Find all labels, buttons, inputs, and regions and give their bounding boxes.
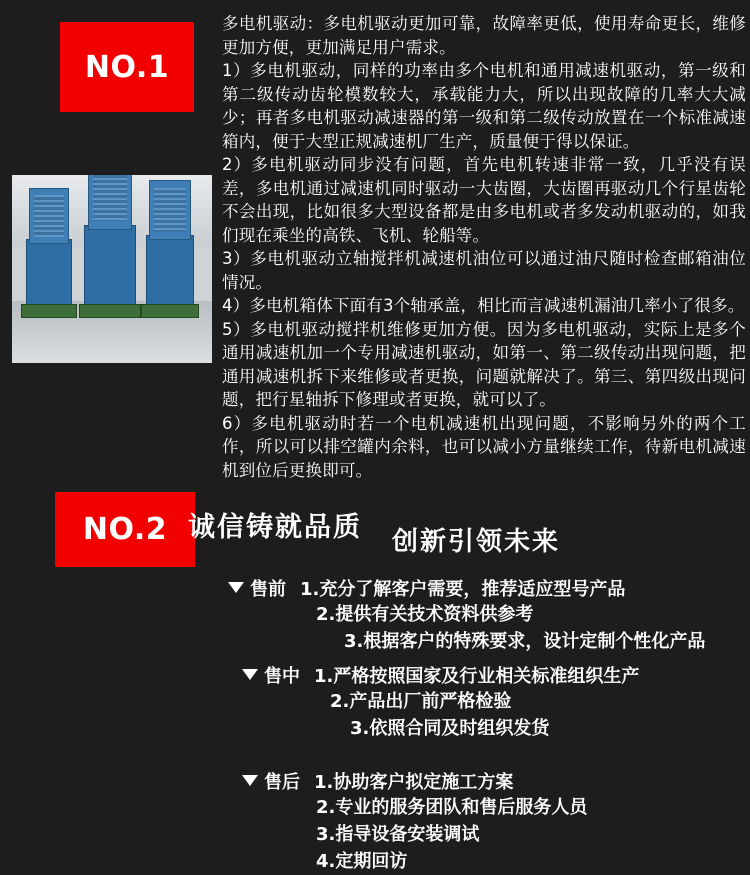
description-paragraph: 多电机驱动：多电机驱动更加可靠，故障率更低，使用寿命更长，维修更加方便，更加满足用户需求。	[222, 14, 746, 57]
pump-base	[141, 304, 199, 318]
triangle-bullet-icon	[228, 582, 244, 593]
badge-no-1: NO.1	[60, 22, 194, 112]
service-item: 3.根据客户的特殊要求，设计定制个性化产品	[344, 631, 706, 652]
pump-unit-1	[26, 239, 72, 311]
service-group-title: 售前	[250, 579, 286, 600]
motor-icon	[149, 180, 191, 240]
service-item-list	[228, 688, 738, 742]
service-item: 1.协助客户拟定施工方案	[314, 772, 514, 793]
description-paragraph: 4）多电机箱体下面有3个轴承盖，相比而言减速机漏油几率小了很多。	[222, 296, 745, 315]
pump-unit-3	[146, 235, 194, 311]
service-group-header	[242, 768, 738, 794]
service-item: 1.严格按照国家及行业相关标准组织生产	[314, 666, 640, 687]
description-paragraph: 3）多电机驱动立轴搅拌机减速机油位可以通过油尺随时检查邮箱油位情况。	[222, 249, 746, 292]
service-group-during-sales	[228, 662, 738, 742]
service-group-title: 售后	[264, 772, 300, 793]
description-block	[222, 12, 746, 482]
pump-base	[79, 304, 141, 318]
service-item: 2.产品出厂前严格检验	[330, 691, 512, 712]
service-group-title: 售中	[264, 666, 300, 687]
service-item: 2.提供有关技术资料供参考	[316, 604, 534, 625]
service-item-list	[228, 794, 738, 875]
service-item: 1.充分了解客户需要，推荐适应型号产品	[300, 579, 626, 600]
service-item-list	[228, 601, 738, 655]
product-photo	[12, 175, 212, 363]
triangle-bullet-icon	[242, 669, 258, 680]
service-group-header	[228, 575, 738, 601]
triangle-bullet-icon	[242, 775, 258, 786]
service-group-after-sales	[228, 768, 738, 875]
slogan-right: 创新引领未来	[392, 527, 561, 557]
service-group-header	[242, 662, 738, 688]
motor-icon	[29, 188, 69, 244]
description-paragraph: 6）多电机驱动时若一个电机减速机出现问题，不影响另外的两个工作，所以可以排空罐内余料，也可以减小方量继续工作，待新电机减速机到位后更换即可。	[222, 413, 746, 480]
service-item: 2.专业的服务团队和售后服务人员	[316, 797, 588, 818]
service-item: 4.定期回访	[316, 851, 408, 872]
pump-base	[21, 304, 77, 318]
badge-no-2: NO.2	[55, 492, 195, 567]
service-item: 3.指导设备安装调试	[316, 824, 480, 845]
service-group-pre-sales	[228, 575, 738, 655]
description-paragraph: 2）多电机驱动同步没有问题，首先电机转速非常一致，几乎没有误差，多电机通过减速机同时驱动一大齿圈，大齿圈再驱动几个行星齿轮不会出现，比如很多大型设备都是由多电机或者多发动机驱动的，如我们现在乘坐的高铁、飞机、轮船等。	[222, 155, 746, 245]
description-paragraph: 5）多电机驱动搅拌机维修更加方便。因为多电机驱动，实际上是多个通用减速机加一个专用减速机驱动，如第一、第二级传动出现问题，把通用减速机拆下来维修或者更换，问题就解决了。第三、第四级出现问题，把行星轴拆下修理或者更换，就可以了。	[222, 319, 746, 409]
slogan-left: 诚信铸就品质	[188, 512, 362, 543]
service-item: 3.依照合同及时组织发货	[350, 718, 550, 739]
pump-unit-2	[84, 225, 136, 311]
description-paragraph: 1）多电机驱动，同样的功率由多个电机和通用减速机驱动，第一级和第二级传动齿轮模数较大，承载能力大，所以出现故障的几率大大减少；再者多电机驱动减速器的第一级和第二级传动放置在一个标准减速箱内，便于大型正规减速机厂生产，质量便于得以保证。	[222, 61, 746, 151]
motor-icon	[88, 175, 132, 230]
